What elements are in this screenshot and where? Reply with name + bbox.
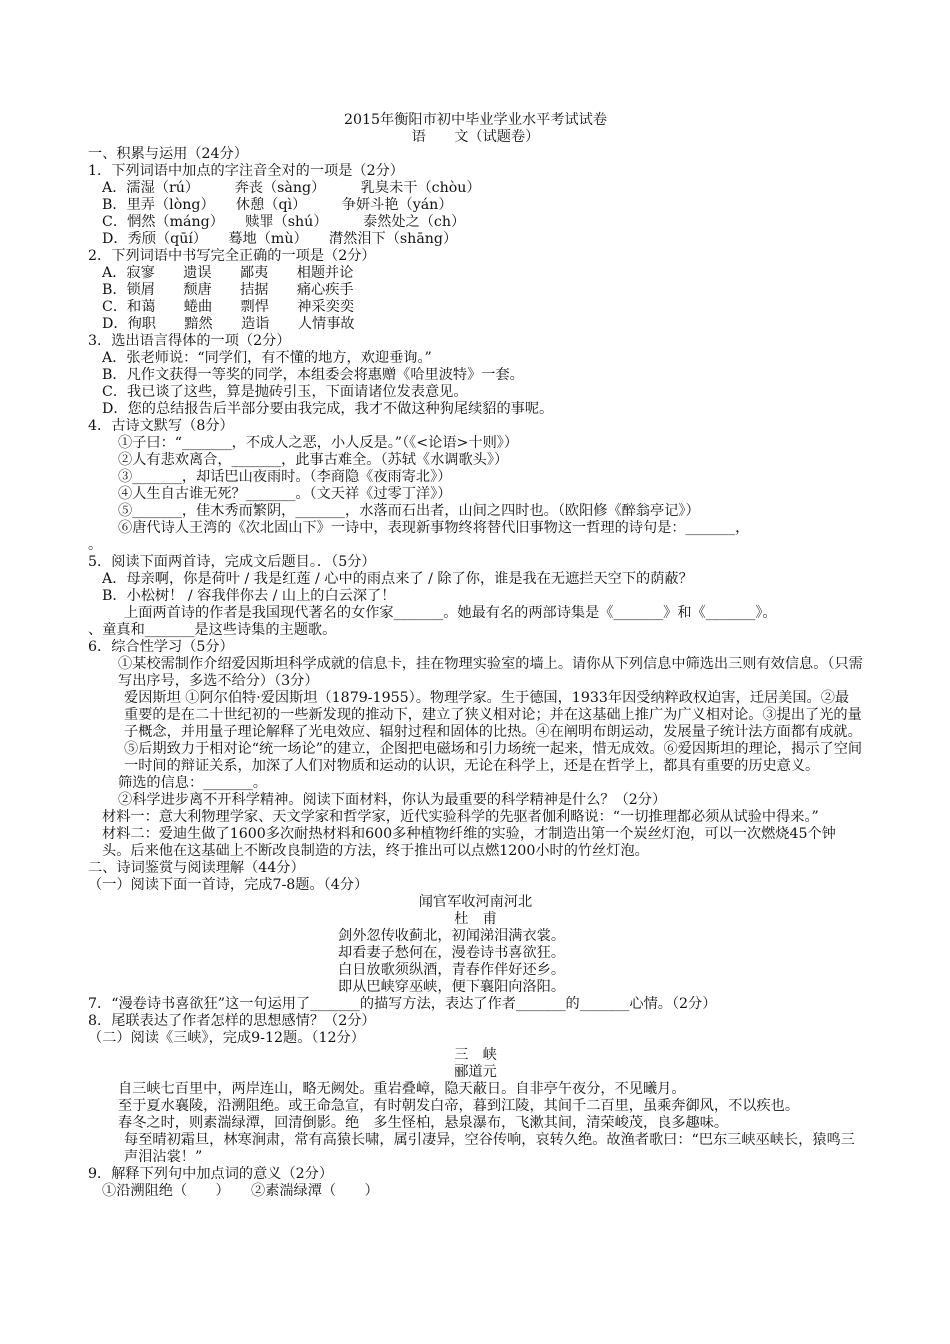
text-line: 二、诗词鉴赏与阅读理解（44分） [88,860,305,876]
text-line: A．张老师说：“同学们，有不懂的地方，欢迎垂询。” [102,350,432,366]
text-line: 筛选的信息：_______。 [118,775,267,791]
text-line: 闻官军收河南河北 [418,894,533,910]
text-line: ②科学进步离不开科学精神。阅读下面材料，你认为最重要的科学精神是什么？（2分） [118,792,667,808]
text-line: B．小松树！ / 容我伴你去 / 山上的白云深了！ [102,588,396,604]
text-line: 杜 甫 [454,911,497,927]
text-line: B．里弄（lòng） 休憩（qì） 争妍斗艳（yán） [102,197,453,213]
text-line: 、童真和_______是这些诗集的主题歌。 [88,622,337,638]
text-line: 郦道元 [454,1064,497,1080]
text-line: B．凡作文获得一等奖的同学，本组委会将惠赠《哈里波特》一套。 [102,367,524,383]
text-line: 却看妻子愁何在，漫卷诗书喜欲狂。 [338,945,566,961]
text-line: 9．解释下列句中加点词的意义（2分） [88,1166,334,1182]
text-line: 7．“漫卷诗书喜欲狂”这一句运用了_______的描写方法，表达了作者_______的_______心情。（2分） [88,996,717,1012]
exam-subtitle: 语 文（试题卷） [411,129,540,145]
exam-body [88,146,863,1200]
text-line: （二）阅读《三峡》，完成9-12题。（12分） [88,1030,365,1046]
text-line: 至于夏水襄陵，沿溯阻绝。或王命急宣，有时朝发白帝，暮到江陵，其间千二百里，虽乘奔御风，不以疾也。 [118,1098,800,1114]
text-line: 5．阅读下面两首诗，完成文后题目。．（5分） [88,554,376,570]
text-line: 一、积累与运用（24分） [88,146,248,162]
text-line: A．濡湿（rú） 奔丧（sàng） 乳臭未干（chòu） [102,180,481,196]
text-line: ⑥唐代诗人王湾的《次北固山下》一诗中，表现新事物终将替代旧事物这一哲理的诗句是：_______， [118,520,750,536]
text-line: 8．尾联表达了作者怎样的思想感情？（2分） [88,1013,376,1029]
text-line: ①沿溯阻绝（ ） ②素湍绿潭（ ） [102,1183,379,1199]
text-line: （一）阅读下面一首诗，完成7-8题。（4分） [88,877,369,893]
text-line: ⑤_______，佳木秀而繁阴，_______，水落而石出者，山间之四时也。（欧阳修《醉翁亭记》） [118,503,700,519]
text-line: 3．选出语言得体的一项（2分） [88,333,291,349]
text-line: C．惘然（máng） 赎罪（shú） 泰然处之（ch） [102,214,466,230]
text-line: 6．综合性学习（5分） [88,639,234,655]
text-line: 4．古诗文默写（8分） [88,418,234,434]
text-line: D．秀颀（qūí） 蓦地（mù） 潸然泪下（shāng） [102,231,458,247]
text-line: B．锁屑 颓唐 拮据 痛心疾手 [102,282,354,298]
text-line: A．母亲啊，你是荷叶 / 我是红莲 / 心中的雨点来了 / 除了你，谁是我在无遮拦天空下的荫蔽？ [102,571,693,587]
text-line: 材料一：意大利物理学家、天文学家和哲学家，近代实验科学的先驱者伽利略说：“一切推理都必须从试验中得来。” [102,809,819,825]
text-line: C．和蔼 蜷曲 剽悍 神采奕奕 [102,299,355,315]
text-line: 即从巴峡穿巫峡，便下襄阳向洛阳。 [338,979,566,995]
text-line: 每至晴初霜旦，林寒涧肃，常有高猿长啸，属引凄异，空谷传响，哀转久绝。故渔者歌曰：“巴东三峡巫峡长，猿鸣三声泪沾裳！” [124,1132,855,1165]
text-line: D．徇职 黯然 造诣 人情事故 [102,316,355,332]
text-line: ②人有悲欢离合，_______，此事古难全。（苏轼《水调歌头》） [118,452,509,468]
text-line: 自三峡七百里中，两岸连山，略无阙处。重岩叠嶂，隐天蔽日。自非亭午夜分，不见曦月。 [118,1081,686,1097]
exam-title: 2015年衡阳市初中毕业学业水平考试试卷 [343,112,608,128]
text-line: 1．下列词语中加点的字注音全对的一项是（2分） [88,163,404,179]
text-line: 材料二：爱迪生做了1600多次耐热材料和600多种植物纤维的实验，才制造出第一个炭丝灯泡，可以一次燃烧45个钟头。后来他在这基础上不断改良制造的方法，终于推出可以点燃1200小时的竹丝灯泡。 [102,826,836,859]
text-line: 上面两首诗的作者是我国现代著名的女作家_______。她最有名的两部诗集是《_______》和《_______》。 [124,605,777,621]
text-line: A．寂寥 遗误 鄙夷 相题并论 [102,265,354,281]
text-line: C．我已谈了这些，算是抛砖引玉，下面请诸位发表意见。 [102,384,468,400]
text-line: ①某校需制作介绍爱因斯坦科学成就的信息卡，挂在物理实验室的墙上。请你从下列信息中筛选出三则有效信息。（只需写出序号，多选不给分）（3分） [118,656,863,689]
text-line: 白日放歌须纵酒，青春作伴好还乡。 [338,962,566,978]
text-line: 春冬之时，则素湍绿潭，回清倒影。绝 多生怪柏，悬泉瀑布，飞漱其间，清荣峻茂，良多趣味。 [118,1115,729,1131]
text-line: ④人生自古谁无死？_______。（文天祥《过零丁洋》） [118,486,452,502]
text-line: 2．下列词语中书写完全正确的一项是（2分） [88,248,376,264]
text-line: D．您的总结报告后半部分要由我完成，我才不做这种狗尾续貂的事呢。 [102,401,554,417]
text-line: 剑外忽传收蓟北，初闻涕泪满衣裳。 [338,928,566,944]
text-line: ③_______，却话巴山夜雨时。（李商隐《夜雨寄北》） [118,469,452,485]
text-line: 三 峡 [454,1047,497,1063]
text-line: 。 [88,537,103,553]
text-line: ①子曰：“_______，不成人之恶，小人反是。”（《<论语>十则》） [118,435,519,451]
exam-page [88,112,863,1200]
text-line: 爱因斯坦 ①阿尔伯特·爱因斯坦（1879-1955）。物理学家。生于德国，1933年因受纳粹政权迫害，迁居美国。②最重要的是在二十世纪初的一些新发现的推动下，建立了狭义相对论；并在这基础上推广为广义相对论。③提出了光的量子概念，并用量子理论解释了光电效应、辐射过程和固体的比热。④在阐明布朗运动，发展量子统计法方面都有成就。⑤后期致力于相对论“统一场论”的建立，企图把电磁场和引力场统一起来，惜无成效。⑥爱因斯坦的理论，揭示了空间一时间的辩证关系，加深了人们对物质和运动的认识，无论在科学上，还是在哲学上，都具有重要的历史意义。 [124,690,863,774]
